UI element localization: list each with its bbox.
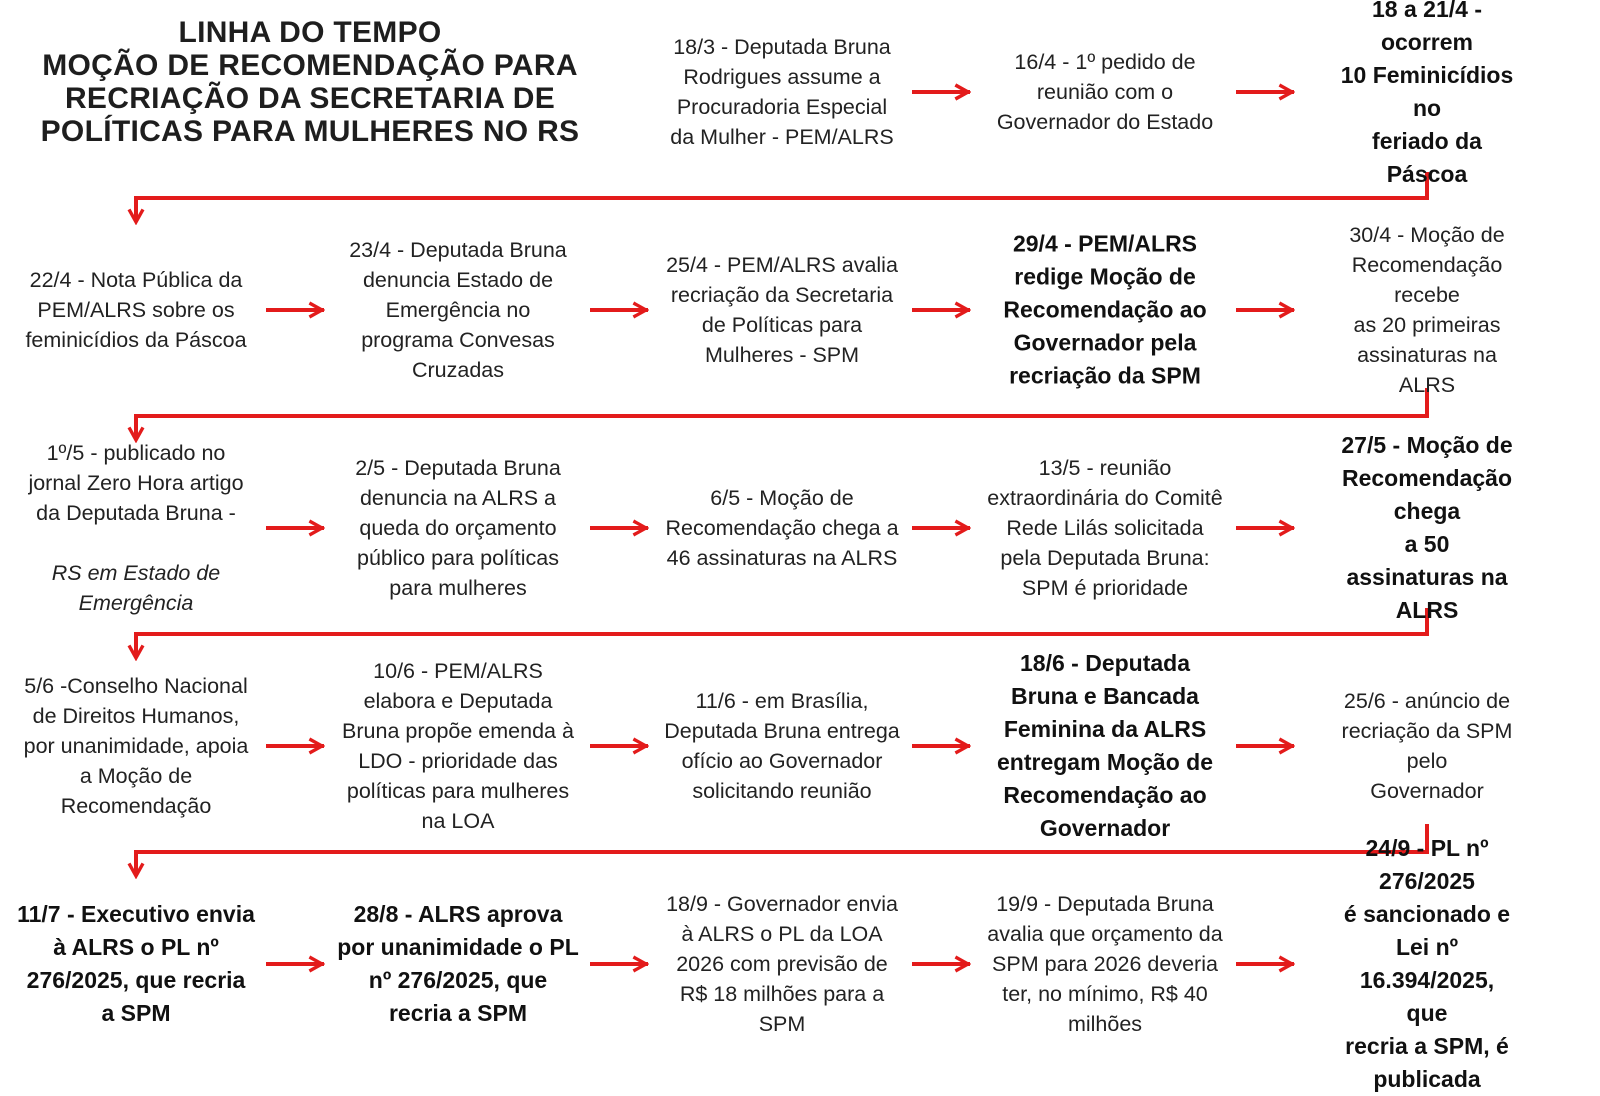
- event-node-e10: 2/5 - Deputada Bruna denuncia na ALRS a queda do orçamento público para políticas para mulheres: [355, 456, 561, 600]
- event-node-e16: 11/6 - em Brasília, Deputada Bruna entrega ofício ao Governador solicitando reunião: [664, 689, 900, 803]
- event-node-e20: 28/8 - ALRS aprova por unanimidade o PL nº 276/2025, que recria a SPM: [337, 901, 579, 1026]
- title-line: RECRIAÇÃO DA SECRETARIA DE: [64, 82, 556, 115]
- event-node-e15: 10/6 - PEM/ALRS elabora e Deputada Bruna propõe emenda à LDO - prioridade das políticas para mulheres na LOA: [342, 659, 574, 833]
- event-node-e02: 16/4 - 1º pedido de reunião com o Governador do Estado: [996, 50, 1214, 134]
- row-connector-arrow: [136, 608, 1427, 658]
- event-node-e01: 18/3 - Deputada Bruna Rodrigues assume a Procuradoria Especial da Mulher - PEM/ALRS: [670, 35, 894, 149]
- event-node-e22: 19/9 - Deputada Bruna avalia que orçamento da SPM para 2026 deveria ter, no mínimo, R$ 40 milhões: [987, 892, 1223, 1036]
- title-line: LINHA DO TEMPO: [178, 16, 442, 49]
- event-node-e06: 25/4 - PEM/ALRS avalia recriação da Secretaria de Políticas para Mulheres - SPM: [666, 253, 898, 367]
- title-line: MOÇÃO DE RECOMENDAÇÃO PARA: [42, 49, 578, 82]
- article-title: RS em Estado de Emergência: [51, 561, 221, 615]
- event-node-e08: 30/4 - Moção de Recomendação recebe as 20 primeiras assinaturas na ALRS: [1349, 223, 1505, 397]
- event-node-e21: 18/9 - Governador envia à ALRS o PL da LOA 2026 com previsão de R$ 18 milhões para a SPM: [666, 892, 898, 1036]
- event-node-e09: [28, 408, 243, 648]
- event-node-e07: 29/4 - PEM/ALRS redige Moção de Recomendação ao Governador pela recriação da SPM: [1003, 230, 1207, 389]
- row-connector-arrow: [136, 172, 1427, 222]
- row-connector-arrow: [136, 388, 1427, 440]
- event-node-e11: 6/5 - Moção de Recomendação chega a 46 assinaturas na ALRS: [665, 486, 899, 570]
- event-node-e13: 27/5 - Moção de Recomendação chega a 50 assinaturas na ALRS: [1341, 432, 1513, 623]
- event-node-e14: 5/6 -Conselho Nacional de Direitos Humanos, por unanimidade, apoia a Moção de Recomendação: [23, 674, 249, 818]
- event-node-e19: 11/7 - Executivo envia à ALRS o PL nº 276/2025, que recria a SPM: [17, 901, 255, 1026]
- event-node-e12: 13/5 - reunião extraordinária do Comitê Rede Lilás solicitada pela Deputada Bruna: SPM é prioridade: [987, 456, 1223, 600]
- event-node-e04: 22/4 - Nota Pública da PEM/ALRS sobre os feminicídios da Páscoa: [25, 268, 247, 352]
- event-node-e23: 24/9 - PL nº 276/2025 é sancionado e Lei nº 16.394/2025, que recria a SPM, é publicada: [1343, 835, 1511, 1092]
- row-connector-arrow: [136, 824, 1427, 876]
- event-text: 1º/5 - publicado no jornal Zero Hora artigo da Deputada Bruna -: [28, 441, 244, 525]
- event-node-e18: 25/6 - anúncio de recriação da SPM pelo Governador: [1341, 689, 1513, 803]
- event-node-e03: 18 a 21/4 - ocorrem 10 Feminicídios no feriado da Páscoa: [1340, 0, 1514, 187]
- event-node-e05: 23/4 - Deputada Bruna denuncia Estado de Emergência no programa Convesas Cruzadas: [349, 238, 567, 382]
- title-line: POLÍTICAS PARA MULHERES NO RS: [40, 115, 580, 148]
- event-node-e17: 18/6 - Deputada Bruna e Bancada Feminina da ALRS entregam Moção de Recomendação ao Governador: [997, 650, 1213, 841]
